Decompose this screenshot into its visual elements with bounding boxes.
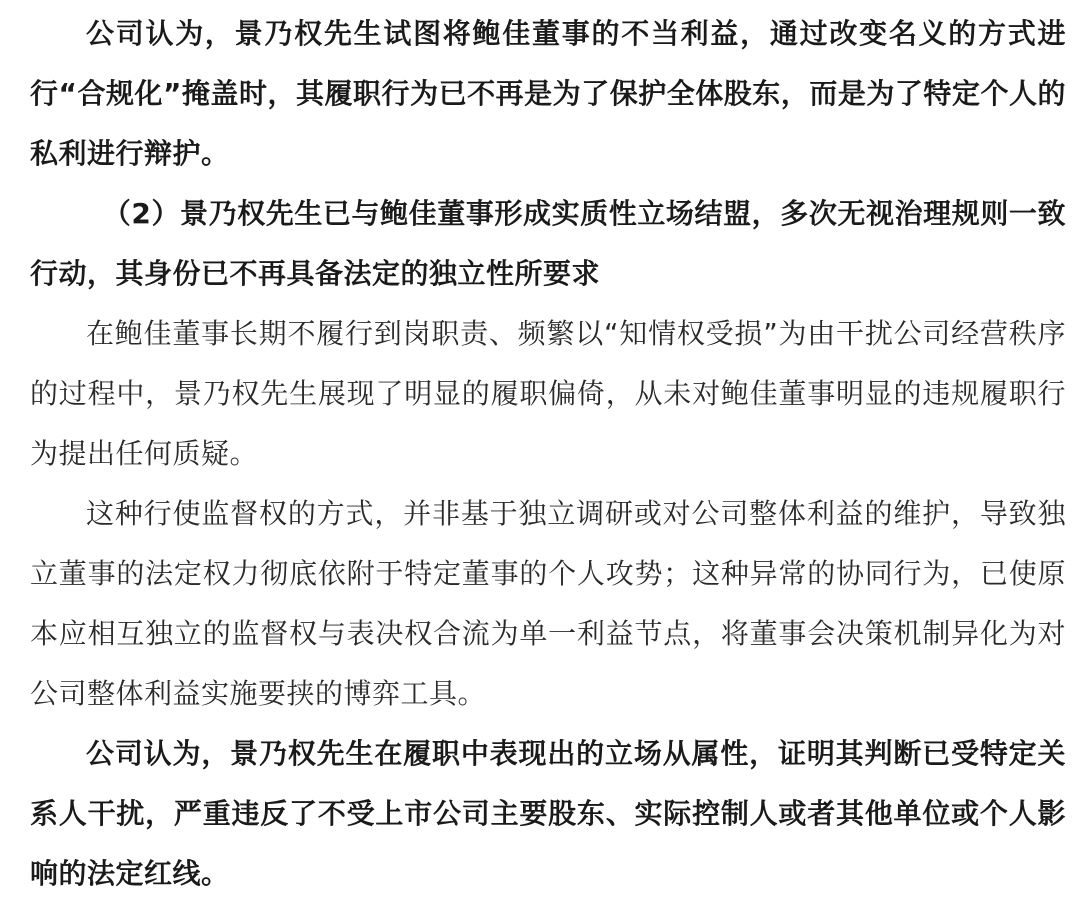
paragraph-conclusion-1: 公司认为，景乃权先生试图将鲍佳董事的不当利益，通过改变名义的方式进行“合规化”掩盖时，其履职行为已不再是为了保护全体股东，而是为了特定个人的私利进行辩护。 bbox=[30, 17, 1066, 170]
section-heading-2: （2）景乃权先生已与鲍佳董事形成实质性立场结盟，多次无视治理规则一致行动，其身份已不再具备法定的独立性所要求 bbox=[30, 197, 1066, 290]
paragraph-body-2: 这种行使监督权的方式，并非基于独立调研或对公司整体利益的维护，导致独立董事的法定权力彻底依附于特定董事的个人攻势；这种异常的协同行为，已使原本应相互独立的监督权与表决权合流为单一利益节点，将董事会决策机制异化为对公司整体利益实施要挟的博弈工具。 bbox=[30, 497, 1066, 710]
paragraph-body-1: 在鲍佳董事长期不履行到岗职责、频繁以“知情权受损”为由干扰公司经营秩序的过程中，景乃权先生展现了明显的履职偏倚，从未对鲍佳董事明显的违规履职行为提出任何质疑。 bbox=[30, 317, 1066, 470]
paragraph-conclusion-2: 公司认为，景乃权先生在履职中表现出的立场从属性，证明其判断已受特定关系人干扰，严重违反了不受上市公司主要股东、实际控制人或者其他单位或个人影响的法定红线。 bbox=[30, 737, 1066, 890]
